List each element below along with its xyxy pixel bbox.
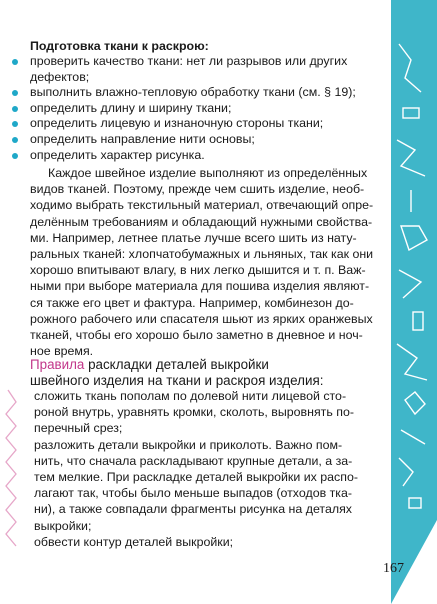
list-item-text: определить лицевую и изнаночную стороны ткани;: [30, 116, 324, 131]
rule-line: перечный срез;: [34, 421, 123, 436]
text-line: ное время.: [30, 344, 94, 359]
rules-list: [12, 388, 384, 550]
list-item: [12, 101, 382, 117]
body-paragraph: [30, 165, 382, 359]
text-line: хорошо впитывают влагу, в них легко дышится и т. п. Важ-: [30, 263, 366, 278]
list-item-text: дефектов;: [30, 69, 90, 84]
text-line: ся также его цвет и фактура. Например, комбинезон до-: [30, 295, 354, 310]
decorative-side-band: [391, 0, 437, 604]
rule-line: лагают так, чтобы было меньше выпадов (отходов тка-: [34, 486, 353, 501]
list-item: [12, 132, 382, 148]
bullet-dot-icon: [12, 137, 18, 143]
list-item-continuation: [12, 70, 382, 86]
list-item-text: проверить качество ткани: нет ли разрывов или других: [30, 54, 348, 68]
rules-heading: [30, 357, 380, 390]
bullet-dot-icon: [12, 59, 18, 65]
list-item: [12, 85, 382, 101]
text-line: ральных тканей: хлопчатобумажных и льняных, так как они: [30, 247, 374, 262]
bullet-dot-icon: [12, 121, 18, 127]
rule-line: роной внутрь, уравнять кромки, сколоть, выровнять по-: [34, 405, 354, 420]
text-line: ми. Например, летнее платье лучше всего шить из нату-: [30, 230, 357, 245]
list-item: [12, 54, 382, 70]
list-item: [12, 116, 382, 132]
list-item-text: определить длину и ширину ткани;: [30, 100, 232, 115]
prep-heading: Подготовка ткани к раскрою:: [30, 39, 209, 53]
page-number: 167: [383, 561, 404, 576]
rule-line: ни), а также совпадали фрагменты рисунка на деталях: [34, 502, 352, 517]
rule-line: сложить ткань пополам по долевой нити лицевой сто-: [34, 389, 347, 403]
rule-line: выкройки;: [34, 518, 92, 533]
text-line: тканей, чтобы его хорошо было заметно в дневное и ноч-: [30, 328, 363, 343]
prep-list: [12, 54, 382, 163]
rule-line: разложить детали выкройки и приколоть. Важно пом-: [34, 437, 343, 452]
rules-heading-line2: швейного изделия на ткани и раскроя изделия:: [30, 373, 324, 389]
text-line: рожного рабочего или спасателя шьют из ярких оранжевых: [30, 311, 373, 326]
text-line: делённым требованиям и обладающий нужными свойства-: [30, 214, 373, 229]
list-item-text: определить характер рисунка.: [30, 147, 205, 162]
list-item: [12, 148, 382, 164]
list-item-text: определить направление нити основы;: [30, 131, 255, 146]
list-item-text: выполнить влажно-тепловую обработку ткани (см. § 19);: [30, 85, 356, 100]
text-line: ными при выборе материала для пошива изделия являют-: [30, 279, 370, 294]
text-line: ходимо выбрать текстильный материал, отвечающий опре-: [30, 198, 374, 213]
bullet-dot-icon: [12, 153, 18, 159]
text-line: Каждое швейное изделие выполняют из определённых: [48, 166, 368, 180]
rule-line: тем мелкие. При раскладке деталей выкройки их распо-: [34, 470, 358, 485]
rules-heading-rest: раскладки деталей выкройки: [84, 357, 269, 372]
rule-line: нить, что сначала раскладывают крупные детали, а за-: [34, 453, 353, 468]
bullet-dot-icon: [12, 90, 18, 96]
rule-line: обвести контур деталей выкройки;: [34, 534, 234, 549]
rules-heading-accent: Правила: [30, 357, 85, 372]
text-line: видов тканей. Поэтому, прежде чем сшить изделие, необ-: [30, 182, 365, 197]
bullet-dot-icon: [12, 106, 18, 112]
